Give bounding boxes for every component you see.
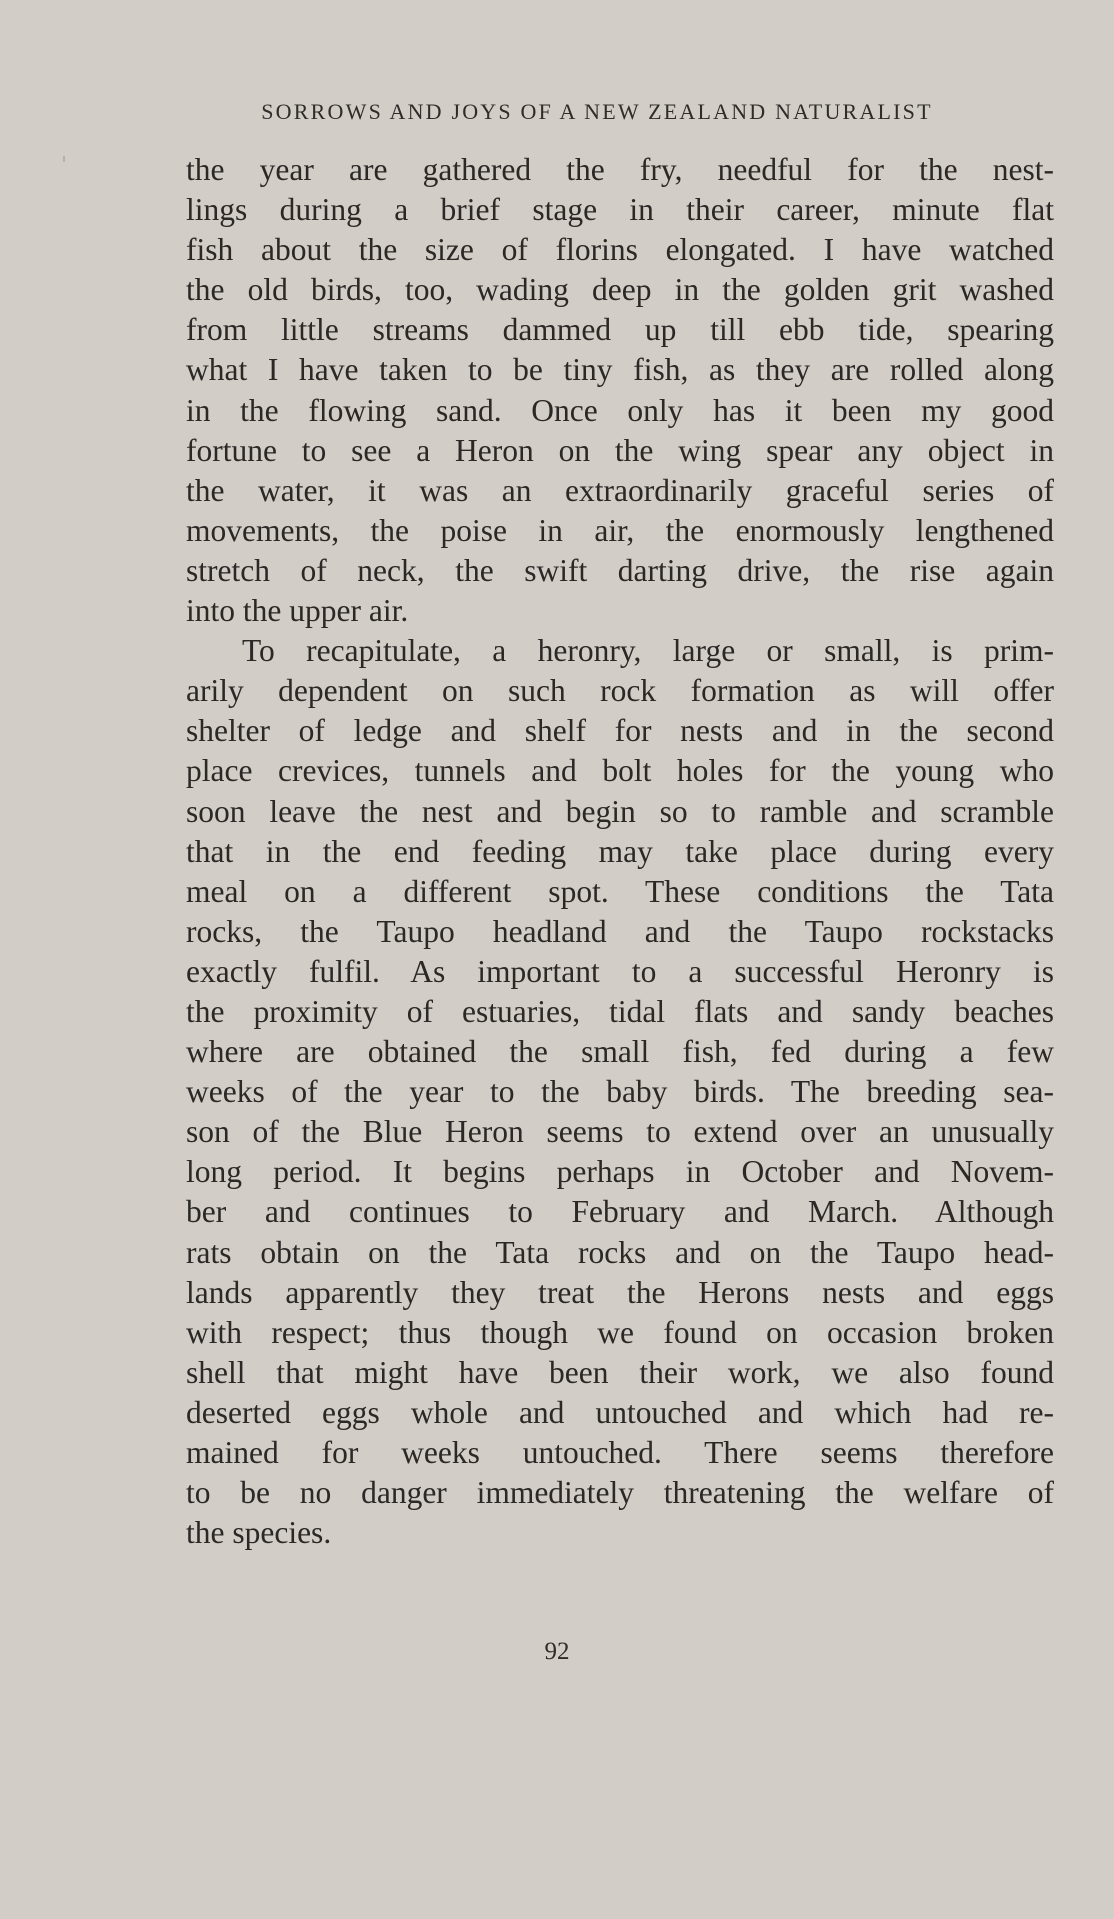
text-line: deserted eggs whole and untouched and which had re- bbox=[186, 1394, 1054, 1430]
paragraph-end-line: into the upper air. bbox=[186, 593, 409, 629]
body-text bbox=[186, 150, 1054, 1553]
text-line: movements, the poise in air, the enormously lengthened bbox=[186, 512, 1054, 548]
text-line: place crevices, tunnels and bolt holes for the young who bbox=[186, 753, 1054, 789]
text-line: the proximity of estuaries, tidal flats and sandy beaches bbox=[186, 993, 1054, 1029]
paper-speck bbox=[63, 156, 65, 162]
text-line: the year are gathered the fry, needful for the nest- bbox=[186, 152, 1054, 187]
running-head: SORROWS AND JOYS OF A NEW ZEALAND NATURALIST bbox=[261, 99, 933, 124]
text-line: exactly fulfil. As important to a successful Heronry is bbox=[186, 953, 1054, 989]
text-line: mained for weeks untouched. There seems therefore bbox=[186, 1435, 1054, 1470]
text-line: with respect; thus though we found on occasion broken bbox=[186, 1314, 1054, 1350]
text-line: the old birds, too, wading deep in the golden grit washed bbox=[186, 272, 1054, 308]
page-number: 92 bbox=[544, 1638, 570, 1665]
text-line: ber and continues to February and March. Although bbox=[186, 1194, 1054, 1230]
text-line: son of the Blue Heron seems to extend over an unusually bbox=[186, 1114, 1054, 1150]
text-line: arily dependent on such rock formation as will offer bbox=[186, 673, 1054, 709]
text-line: stretch of neck, the swift darting drive, the rise again bbox=[186, 552, 1054, 588]
text-line: that in the end feeding may take place during every bbox=[186, 833, 1054, 869]
text-line: long period. It begins perhaps in October and Novem- bbox=[186, 1154, 1054, 1190]
text-line: where are obtained the small fish, fed during a few bbox=[186, 1034, 1054, 1070]
text-line: weeks of the year to the baby birds. The breeding sea- bbox=[186, 1074, 1054, 1110]
text-line: rocks, the Taupo headland and the Taupo rockstacks bbox=[186, 913, 1054, 949]
text-line: meal on a different spot. These conditions the Tata bbox=[186, 873, 1054, 909]
text-line: soon leave the nest and begin so to ramble and scramble bbox=[186, 793, 1054, 829]
text-line: what I have taken to be tiny fish, as they are rolled along bbox=[186, 352, 1054, 388]
text-line: rats obtain on the Tata rocks and on the Taupo head- bbox=[186, 1234, 1054, 1270]
text-line: in the flowing sand. Once only has it been my good bbox=[186, 392, 1054, 428]
text-line: fortune to see a Heron on the wing spear any object in bbox=[186, 432, 1054, 468]
text-line: from little streams dammed up till ebb tide, spearing bbox=[186, 312, 1054, 348]
text-line: lings during a brief stage in their career, minute flat bbox=[186, 192, 1054, 228]
text-line: to be no danger immediately threatening the welfare of bbox=[186, 1475, 1054, 1511]
paragraph-first-line: To recapitulate, a heronry, large or small, is prim- bbox=[242, 633, 1054, 669]
paragraph-end-line: the species. bbox=[186, 1515, 332, 1551]
text-line: shelter of ledge and shelf for nests and in the second bbox=[186, 713, 1054, 749]
text-line: shell that might have been their work, we also found bbox=[186, 1354, 1054, 1390]
text-line: lands apparently they treat the Herons nests and eggs bbox=[186, 1274, 1054, 1310]
text-line: fish about the size of florins elongated. I have watched bbox=[186, 232, 1054, 268]
text-line: the water, it was an extraordinarily graceful series of bbox=[186, 472, 1054, 508]
